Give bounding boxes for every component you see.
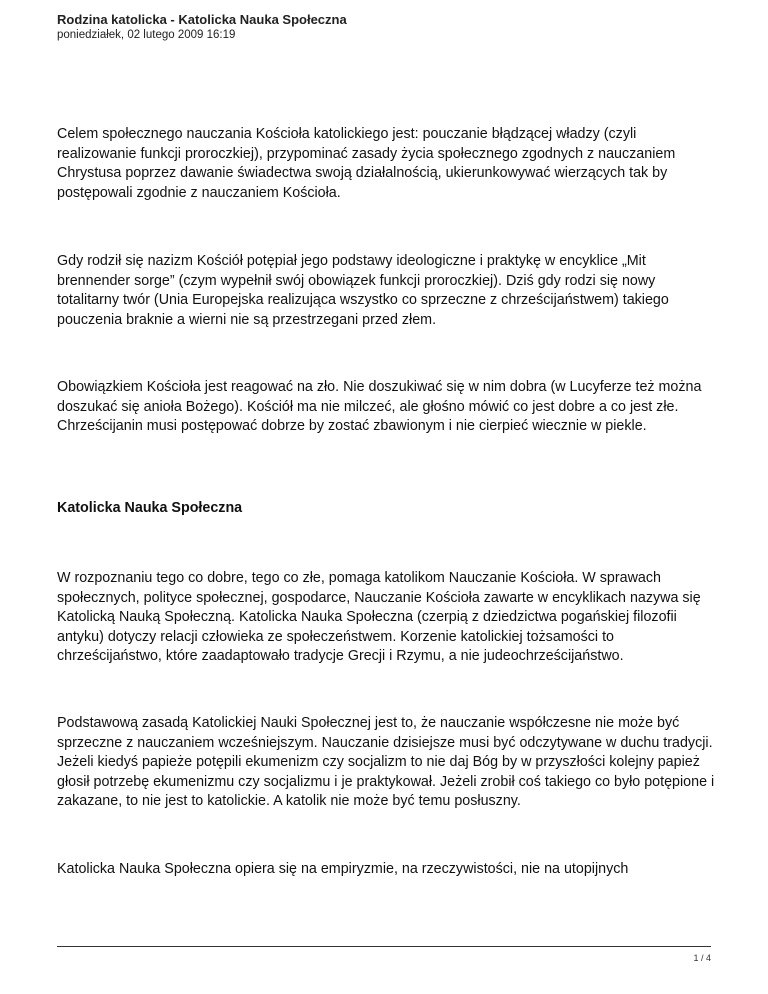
paragraph: Podstawową zasadą Katolickiej Nauki Społecznej jest to, że nauczanie współczesne nie może być sprzeczne z nauczaniem wcześniejszym. Nauczanie dzisiejsze musi być odczytywane w duchu tradycji. Jeżeli kiedyś papieże potępili ekumenizm czy socjalizm to nie daj Bóg by w przyszłości kolejny papież głosił potrzebę ekumenizmu czy socjalizmu i je praktykował. Jeżeli zrobił coś takiego co było potępione i zakazane, to nie jest to katolickie. A katolik nie może być temu posłuszny. xyxy=(57,715,715,809)
paragraph: W rozpoznaniu tego co dobre, tego co złe, pomaga katolikom Nauczanie Kościoła. W sprawach społecznych, polityce społecznej, gospodarce, Nauczanie Kościoła zawarte w encyklikach nazywa się Katolicką Nauką Społeczną. Katolicka Nauka Społeczna (czerpią z dziedzictwa pogańskiej filozofii antyku) dotyczy relacji człowieka ze społeczeństwem. Korzenie katolickiej tożsamości to chrześcijaństwo, które zaadaptowało tradycje Grecji i Rzymu, a nie judeochrześcijaństwo. xyxy=(57,570,701,664)
page-number: 1 / 4 xyxy=(693,953,711,963)
paragraph: Celem społecznego nauczania Kościoła katolickiego jest: pouczanie błądzącej władzy (czyli realizowanie funkcji proroczkiej), przypominać zasady życia społecznego zgodnych z nauczaniem Chrystusa poprzez dawanie świadectwa swoją działalnością, ukierunkowywać wierzących tak by postępowali zgodnie z nauczaniem Kościoła. xyxy=(57,126,676,201)
document-title: Rodzina katolicka - Katolicka Nauka Społeczna xyxy=(57,12,347,27)
footer-divider xyxy=(57,946,711,947)
publish-date: poniedziałek, 02 lutego 2009 16:19 xyxy=(57,29,236,41)
document-header xyxy=(57,12,347,43)
paragraph: Katolicka Nauka Społeczna opiera się na empiryzmie, na rzeczywistości, nie na utopijnych xyxy=(57,861,629,877)
paragraph: Obowiązkiem Kościoła jest reagować na zło. Nie doszukiwać się w nim dobra (w Lucyferze też można doszukać się anioła Bożego). Kościół ma nie milczeć, ale głośno mówić co jest dobre a co jest złe. Chrześcijanin musi postępować dobrze by zostać zbawionym i nie cierpieć wiecznie w piekle. xyxy=(57,379,702,434)
paragraph: Gdy rodził się nazizm Kościół potępiał jego podstawy ideologiczne i praktykę w encyklice „Mit brennender sorge” (czym wypełnił swój obowiązek funkcji proroczkiej). Dziś gdy rodzi się nowy totalitarny twór (Unia Europejska realizująca wszystko co sprzeczne z chrześcijaństwem) takiego pouczenia braknie a wierni nie są przestrzegani przed złem. xyxy=(57,253,669,328)
section-heading: Katolicka Nauka Społeczna xyxy=(57,500,243,516)
